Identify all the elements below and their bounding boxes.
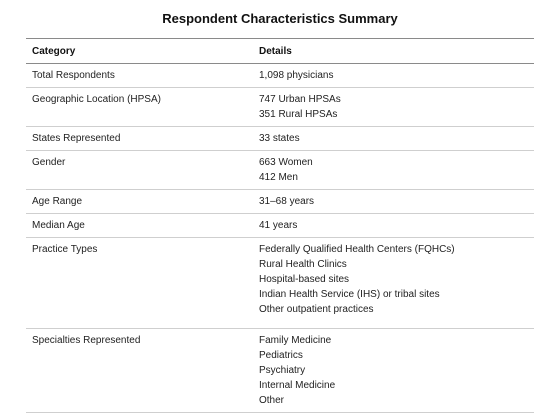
detail-line: 1,098 physicians — [259, 70, 334, 81]
row-details — [253, 151, 534, 190]
row-category: States Represented — [26, 127, 253, 151]
row-details — [253, 88, 534, 127]
page-title: Respondent Characteristics Summary — [162, 11, 398, 26]
row-details — [253, 214, 534, 238]
detail-line: 663 Women — [259, 157, 313, 168]
detail-line: Internal Medicine — [259, 380, 336, 391]
table-row — [26, 88, 534, 127]
row-details — [253, 190, 534, 214]
table-body — [26, 64, 534, 413]
detail-line: 31–68 years — [259, 196, 315, 207]
table-row — [26, 214, 534, 238]
row-category: Practice Types — [26, 238, 253, 329]
row-details — [253, 329, 534, 413]
detail-line: Psychiatry — [259, 365, 306, 376]
table-row — [26, 151, 534, 190]
row-category: Median Age — [26, 214, 253, 238]
row-details — [253, 127, 534, 151]
table-row — [26, 190, 534, 214]
table-row — [26, 64, 534, 88]
detail-line: Other — [259, 395, 285, 406]
detail-line: Hospital-based sites — [259, 274, 350, 285]
detail-line: 351 Rural HPSAs — [259, 109, 338, 120]
row-category: Total Respondents — [26, 64, 253, 88]
detail-line: 41 years — [259, 220, 298, 231]
detail-line: Family Medicine — [259, 335, 332, 346]
column-header-category: Category — [26, 39, 253, 64]
table-row — [26, 329, 534, 413]
respondent-summary-table — [26, 38, 534, 413]
detail-line: Federally Qualified Health Centers (FQHCs) — [259, 244, 455, 255]
detail-line: 412 Men — [259, 172, 298, 183]
row-category: Gender — [26, 151, 253, 190]
detail-line: Rural Health Clinics — [259, 259, 347, 270]
row-category: Geographic Location (HPSA) — [26, 88, 253, 127]
detail-line: Pediatrics — [259, 350, 303, 361]
row-details — [253, 238, 534, 329]
detail-line: Indian Health Service (IHS) or tribal sites — [259, 289, 440, 300]
detail-line: 33 states — [259, 133, 300, 144]
row-details — [253, 64, 534, 88]
table-row — [26, 238, 534, 329]
table-header-row — [26, 39, 534, 64]
detail-line: 747 Urban HPSAs — [259, 94, 341, 105]
detail-line: Other outpatient practices — [259, 304, 374, 315]
row-category: Age Range — [26, 190, 253, 214]
table-row — [26, 127, 534, 151]
row-category: Specialties Represented — [26, 329, 253, 413]
column-header-details: Details — [253, 39, 534, 64]
